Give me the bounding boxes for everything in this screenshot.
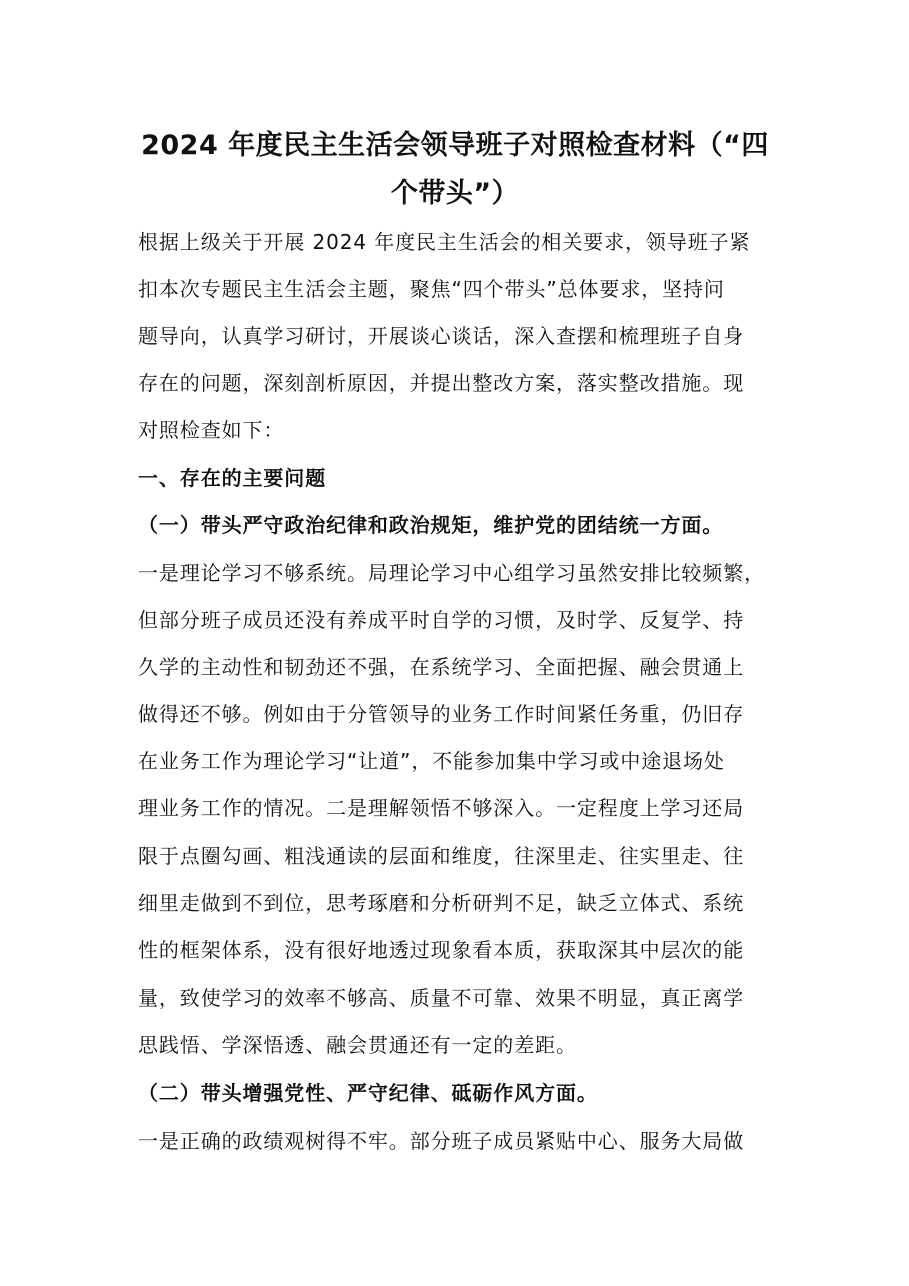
paragraph-line: 细里走做到不到位，思考琢磨和分析研判不足，缺乏立体式、系统 (138, 891, 745, 915)
paragraph-line: 在业务工作为理论学习“让道”，不能参加集中学习或中途退场处 (138, 749, 725, 773)
paragraph-line: 一是理论学习不够系统。局理论学习中心组学习虽然安排比较频繁， (138, 561, 765, 585)
paragraph-line: 久学的主动性和韧劲还不强，在系统学习、全面把握、融会贯通上 (138, 655, 745, 679)
paragraph-line: 做得还不够。例如由于分管领导的业务工作时间紧任务重，仍旧存 (138, 702, 745, 726)
document-title (130, 122, 780, 218)
title-line-1: 2024 年度民主生活会领导班子对照检查材料（“四 (141, 130, 769, 161)
paragraph-line: 扣本次专题民主生活会主题，聚焦“四个带头”总体要求，坚持问 (138, 277, 725, 301)
paragraph-line: 思践悟、学深悟透、融会贯通还有一定的差距。 (138, 1033, 577, 1057)
paragraph-line: 但部分班子成员还没有养成平时自学的习惯，及时学、反复学、持 (138, 608, 745, 632)
paragraph-line: 对照检查如下： (138, 418, 285, 442)
section-heading: 一、存在的主要问题 (138, 466, 327, 490)
paragraph-line: 限于点圈勾画、粗浅通读的层面和维度，往深里走、往实里走、往 (138, 844, 745, 868)
subsection-heading: （一）带头严守政治纪律和政治规矩，维护党的团结统一方面。 (138, 513, 724, 537)
subsection-heading: （二）带头增强党性、严守纪律、砥砺作风方面。 (138, 1081, 598, 1105)
paragraph-line: 量，致使学习的效率不够高、质量不可靠、效果不明显，真正离学 (138, 986, 745, 1010)
paragraph-line: 存在的问题，深刻剖析原因，并提出整改方案，落实整改措施。现 (138, 371, 745, 395)
title-line-2: 个带头”） (390, 178, 520, 209)
paragraph-line: 理业务工作的情况。二是理解领悟不够深入。一定程度上学习还局 (138, 796, 745, 820)
paragraph-line: 性的框架体系，没有很好地透过现象看本质，获取深其中层次的能 (138, 938, 745, 962)
paragraph-line: 题导向，认真学习研讨，开展谈心谈话，深入查摆和梳理班子自身 (138, 324, 745, 348)
paragraph-line: 根据上级关于开展 2024 年度民主生活会的相关要求，领导班子紧 (138, 230, 751, 254)
paragraph-line: 一是正确的政绩观树得不牢。部分班子成员紧贴中心、服务大局做 (138, 1129, 745, 1153)
